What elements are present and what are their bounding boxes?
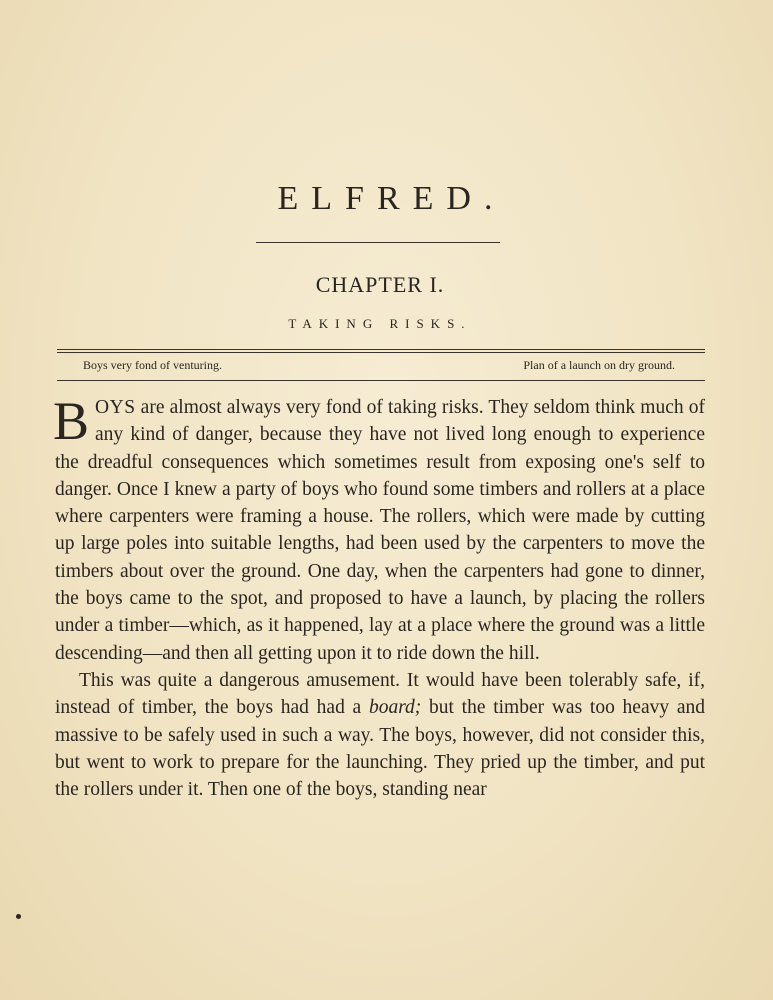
paragraph-1-text: are almost always very fond of taking risks. They seldom think much of any kind of danger, because they have not lived long enough to experience the dreadful consequences which sometimes result from exposing one's self to danger. Once I knew a party of boys who found some timbers and rollers at a place where carpenters were framing a house. The rollers, which were made by cutting up large poles into suitable lengths, had been used by the carpenters to move the timbers about over the ground. One day, when the carpenters had gone to dinner, the boys came to the spot, and proposed to have a launch, by placing the rollers under a timber—which, as it happened, lay at a place where the ground was a little descending—and then all getting upon it to ride down the hill.	[55, 397, 705, 664]
chapter-heading: CHAPTER I.	[315, 272, 445, 297]
summary-rule-bottom	[57, 380, 705, 381]
chapter-body	[53, 391, 705, 803]
paragraph-2-text-a: This was quite a dangerous amusement. It would have been tolerably safe, if, instead of timber, the boys had had a	[55, 669, 705, 719]
book-title: ELFRED.	[277, 180, 506, 217]
paragraph-1	[53, 391, 705, 667]
paragraph-2-text-b: but the timber was too heavy and massive to be safely used in such a way. The boys, however, did not consider this, but went to work to prepare for the launching. They pried up the timber, and put the rollers under it. Then one of the boys, standing near	[55, 697, 705, 801]
margin-mark	[16, 914, 21, 919]
first-word-rest: OYS	[95, 397, 136, 418]
chapter-subtitle: TAKING RISKS.	[288, 316, 472, 331]
summary-right: Plan of a launch on dry ground.	[523, 358, 675, 372]
paragraph-2-italic: board;	[368, 697, 422, 719]
chapter-summary	[83, 358, 675, 373]
title-rule	[256, 242, 500, 243]
summary-left: Boys very fond of venturing.	[83, 358, 222, 372]
summary-rule-top	[57, 349, 705, 350]
paragraph-2	[55, 667, 705, 803]
summary-rule-top-inner	[57, 352, 705, 353]
drop-cap: B	[53, 391, 90, 451]
